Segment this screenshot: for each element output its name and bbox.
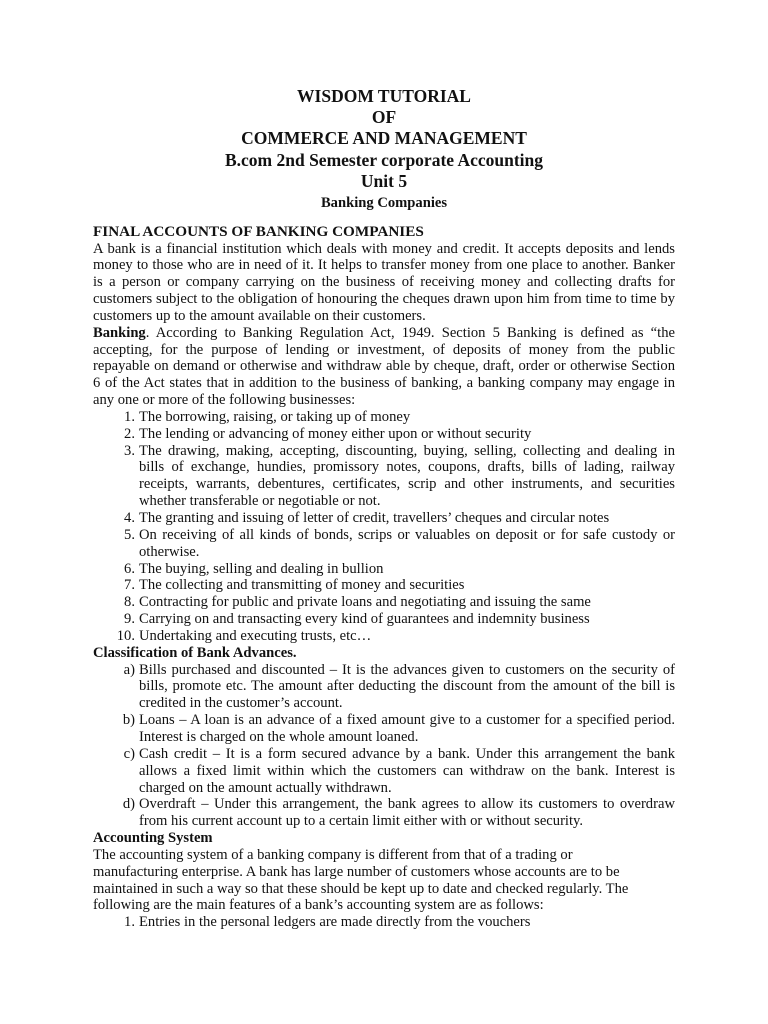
list-item-number: 3. xyxy=(124,442,135,459)
paragraph-line: maintained in such a way so that these should be kept up to date and checked regularly. The xyxy=(93,880,629,897)
list-item-number: 1. xyxy=(124,914,135,931)
list-item-number: 6. xyxy=(124,560,135,577)
list-item-text: The borrowing, raising, or taking up of money xyxy=(139,408,411,425)
list-item-number: 7. xyxy=(124,577,135,594)
list-item xyxy=(93,594,675,611)
list-item-text: The lending or advancing of money either upon or without security xyxy=(139,425,532,442)
list-item xyxy=(93,611,675,628)
list-item xyxy=(93,628,675,645)
paragraph-line: The accounting system of a banking company is different from that of a trading or xyxy=(93,846,573,863)
header-line-3: COMMERCE AND MANAGEMENT xyxy=(241,128,527,149)
list-item-text: On receiving of all kinds of bonds, scrips or valuables on deposit or for safe custody or otherwise. xyxy=(139,526,675,560)
list-item-text: Contracting for public and private loans and negotiating and issuing the same xyxy=(139,594,591,611)
list-item xyxy=(93,409,675,426)
banking-businesses-list xyxy=(93,409,675,645)
list-item xyxy=(93,662,675,713)
banking-definition-paragraph xyxy=(93,325,675,409)
accounting-system-paragraph xyxy=(93,847,675,914)
list-item-letter: b) xyxy=(122,712,135,729)
list-item xyxy=(93,561,675,578)
list-item-text: The collecting and transmitting of money and securities xyxy=(139,577,465,594)
list-item-number: 4. xyxy=(124,510,135,527)
header-line-1: WISDOM TUTORIAL xyxy=(297,86,471,106)
header-line-2: OF xyxy=(371,107,397,128)
list-item xyxy=(93,577,675,594)
list-item-text: The granting and issuing of letter of credit, travellers’ cheques and circular notes xyxy=(139,510,610,527)
list-item xyxy=(93,443,675,510)
list-item xyxy=(93,746,675,797)
list-item-number: 10. xyxy=(116,627,135,644)
section-heading-classification: Classification of Bank Advances. xyxy=(93,644,297,661)
header-subtitle: Banking Companies xyxy=(320,195,448,212)
list-item-text: Overdraft – Under this arrangement, the bank agrees to allow its customers to overdraw from his current account up to a certain limit either with or without security. xyxy=(139,796,675,830)
list-item xyxy=(93,914,675,931)
list-item-letter: a) xyxy=(123,661,135,678)
list-item xyxy=(93,796,675,830)
list-item-text: Undertaking and executing trusts, etc… xyxy=(139,627,372,644)
list-item-number: 2. xyxy=(124,425,135,442)
section-heading-accounting-system: Accounting System xyxy=(93,830,213,847)
list-item xyxy=(93,426,675,443)
intro-paragraph: A bank is a financial institution which deals with money and credit. It accepts deposits and lends money to those who are in need of it. It helps to transfer money from one place to another. Banker is a person or company carrying on the business of receiving money and collecting drafts for customers subject to the obligation of honouring the cheques drawn upon him from time to time by customers up to the amount available on their customers. xyxy=(93,240,675,324)
list-item-text: The drawing, making, accepting, discounting, buying, selling, collecting and dealing in bills of exchange, hundies, promissory notes, coupons, drafts, bills of lading, railway receipts, warrants, debentures, certificates, scrip and other instruments, and securities whether transferable or negotiable or not. xyxy=(139,442,675,510)
list-item-letter: c) xyxy=(123,745,135,762)
paragraph-line: manufacturing enterprise. A bank has large number of customers whose accounts are to be xyxy=(93,863,620,880)
banking-definition-text: . According to Banking Regulation Act, 1949. Section 5 Banking is defined as “the accepting, for the purpose of lending or investment, of deposits of money from the public repayable on demand or otherwise and withdraw able by cheque, draft, order or otherwise Section 6 of the Act states that in addition to the business of banking, a banking company may engage in any one or more of the following businesses: xyxy=(93,324,675,409)
list-item-number: 9. xyxy=(124,611,135,628)
list-item-text: Cash credit – It is a form secured advance by a bank. Under this arrangement the bank allows a fixed limit within which the customers can withdraw on the bank. Interest is charged on the amount actually withdrawn. xyxy=(139,745,675,796)
list-item-text: The buying, selling and dealing in bullion xyxy=(139,560,384,577)
list-item-text: Entries in the personal ledgers are made directly from the vouchers xyxy=(139,914,531,931)
list-item-letter: d) xyxy=(122,796,135,813)
header-line-5: Unit 5 xyxy=(360,170,408,191)
list-item xyxy=(93,527,675,561)
section-heading-final-accounts: FINAL ACCOUNTS OF BANKING COMPANIES xyxy=(93,223,424,241)
accounting-features-list xyxy=(93,914,675,931)
banking-term: Banking xyxy=(93,324,146,341)
header-line-4: B.com 2nd Semester corporate Accounting xyxy=(224,149,544,170)
list-item xyxy=(93,510,675,527)
bank-advances-list xyxy=(93,662,675,830)
list-item-number: 8. xyxy=(124,594,135,611)
list-item-number: 1. xyxy=(124,408,135,425)
paragraph-line: following are the main features of a bank’s accounting system are as follows: xyxy=(93,897,544,914)
document-header xyxy=(93,86,675,214)
list-item-text: Carrying on and transacting every kind of guarantees and indemnity business xyxy=(139,611,590,628)
list-item-number: 5. xyxy=(124,526,135,543)
list-item-text: Loans – A loan is an advance of a fixed amount give to a customer for a specified period. Interest is charged on the whole amount loaned. xyxy=(139,712,675,745)
list-item-text: Bills purchased and discounted – It is the advances given to customers on the security of bills, promote etc. The amount after deducting the discount from the amount of the bill is credited in the customer’s account. xyxy=(139,661,675,712)
list-item xyxy=(93,712,675,746)
